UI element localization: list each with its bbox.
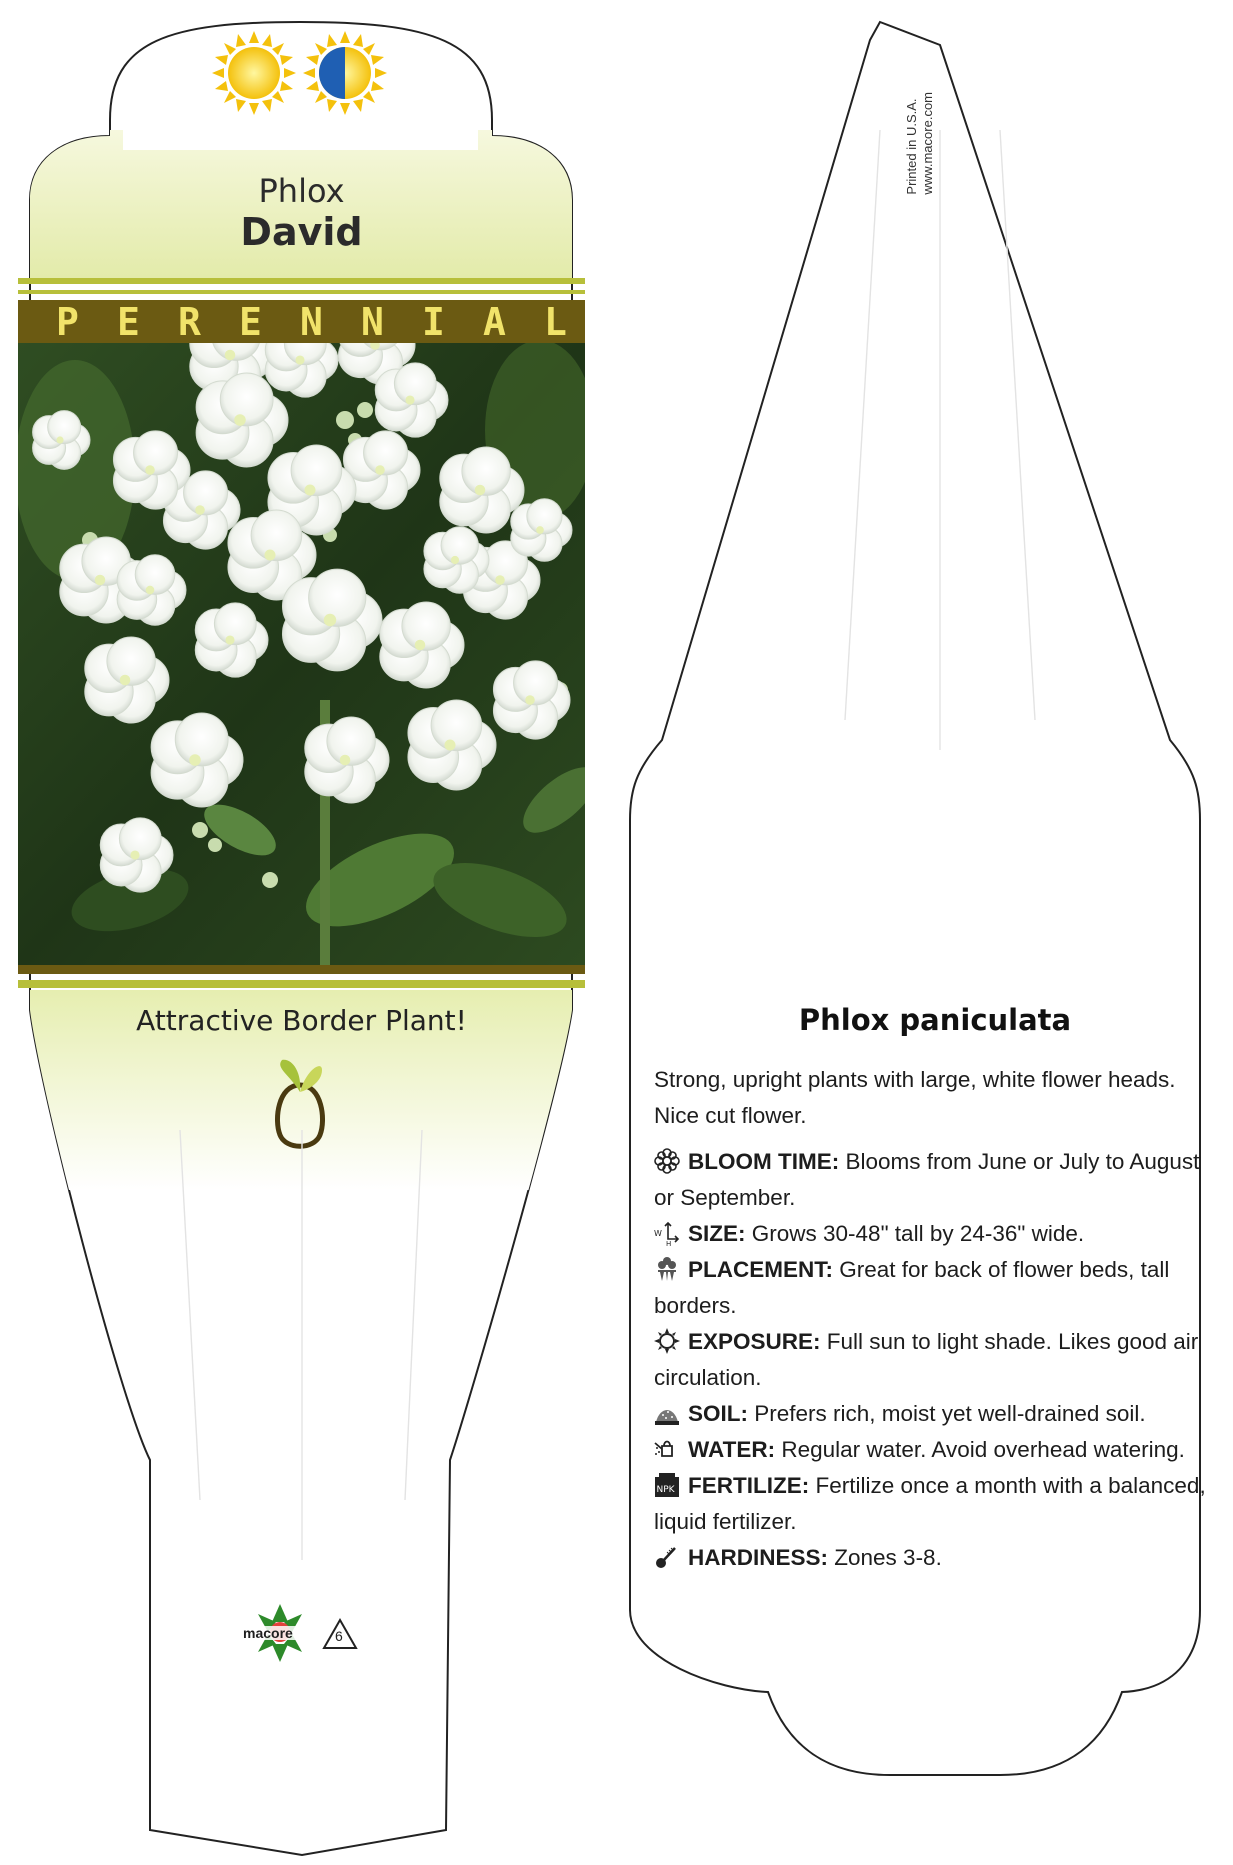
thermometer-icon: [654, 1545, 688, 1570]
attribute-text: Regular water. Avoid overhead watering.: [775, 1437, 1185, 1462]
npk-icon: [654, 1473, 688, 1498]
svg-text:W: W: [654, 1229, 662, 1238]
category-letter: E: [117, 300, 140, 344]
printed-in: Printed in U.S.A.: [904, 98, 919, 195]
watering-can-icon: [654, 1437, 688, 1462]
attribute-item: [654, 1144, 1214, 1216]
category-letter: A: [483, 300, 506, 344]
category-letter: R: [178, 300, 201, 344]
cultivar-name: David: [240, 210, 363, 254]
attribute-item: [654, 1540, 1214, 1576]
category-letter: N: [300, 300, 323, 344]
category-label: [18, 302, 585, 342]
attribute-text: Blooms from June or July to August or September.: [654, 1149, 1200, 1210]
category-letter: P: [56, 300, 79, 344]
attribute-label: EXPOSURE:: [688, 1329, 821, 1354]
attribute-text: Full sun to light shade. Likes good air circulation.: [654, 1329, 1199, 1390]
attribute-text: Zones 3-8.: [828, 1545, 942, 1570]
attribute-text: Great for back of flower beds, tall borders.: [654, 1257, 1170, 1318]
attribute-label: PLACEMENT:: [688, 1257, 833, 1282]
plant-photo: [15, 306, 607, 965]
attribute-item: [654, 1216, 1214, 1252]
svg-text:H: H: [666, 1240, 672, 1246]
common-name: Phlox: [258, 172, 345, 210]
attribute-text: Grows 30-48" tall by 24-36" wide.: [745, 1221, 1085, 1246]
attribute-label: BLOOM TIME:: [688, 1149, 840, 1174]
scientific-name: Phlox paniculata: [798, 1003, 1072, 1037]
recycle-code: 6: [335, 1628, 343, 1644]
svg-text:NPK: NPK: [656, 1485, 675, 1495]
attribute-label: SOIL:: [688, 1401, 748, 1426]
attribute-item: [654, 1432, 1214, 1468]
brand-name: macore: [243, 1625, 293, 1641]
placement-icon: [654, 1257, 688, 1282]
attribute-label: SIZE:: [688, 1221, 746, 1246]
category-letter: L: [544, 300, 567, 344]
attribute-item: [654, 1468, 1214, 1540]
description: Strong, upright plants with large, white flower heads. Nice cut flower.: [654, 1067, 1176, 1128]
attribute-item: [654, 1396, 1214, 1432]
print-info: [904, 92, 936, 195]
soil-icon: [654, 1401, 688, 1426]
category-letter: I: [422, 300, 445, 344]
attribute-item: [654, 1324, 1214, 1396]
attribute-label: HARDINESS:: [688, 1545, 829, 1570]
category-letter: N: [361, 300, 384, 344]
flower-icon: [654, 1149, 688, 1174]
attribute-text: Prefers rich, moist yet well-drained soil.: [748, 1401, 1146, 1426]
category-letter: E: [239, 300, 262, 344]
tagline: Attractive Border Plant!: [136, 1004, 467, 1037]
attribute-text: Fertilize once a month with a balanced, liquid fertilizer.: [654, 1473, 1206, 1534]
attribute-item: [654, 1252, 1214, 1324]
sun-exposure-icon: [654, 1329, 688, 1354]
attribute-label: WATER:: [688, 1437, 776, 1462]
website: www.macore.com: [920, 92, 935, 195]
attribute-label: FERTILIZE:: [688, 1473, 810, 1498]
size-icon: [654, 1221, 688, 1246]
